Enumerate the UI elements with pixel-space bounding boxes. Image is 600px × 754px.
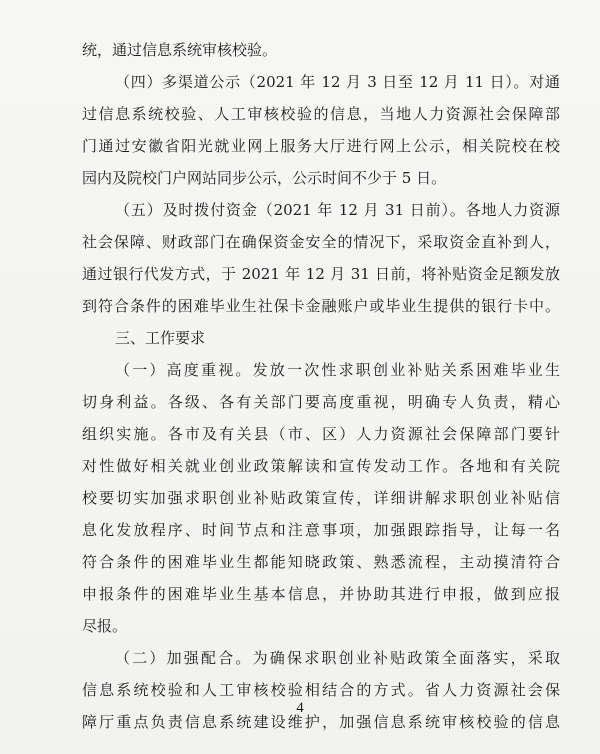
paragraph-line: 到符合条件的困难毕业生社保卡金融账户或毕业生提供的银行卡中。 bbox=[82, 297, 560, 315]
paragraph-line: （四）多渠道公示（2021 年 12 月 3 日至 12 月 11 日）。对通 bbox=[115, 73, 560, 91]
paragraph-line: 对性做好相关就业创业政策解读和宣传发动工作。各地和有关院 bbox=[82, 457, 560, 475]
paragraph-line: 切身利益。各级、各有关部门要高度重视，明确专人负责，精心 bbox=[82, 393, 560, 411]
paragraph-line: 息化发放程序、时间节点和注意事项，加强跟踪指导，让每一名 bbox=[82, 521, 560, 539]
paragraph-line: 信息系统校验和人工审核校验相结合的方式。省人力资源社会保 bbox=[82, 681, 560, 699]
paragraph-line: 申报条件的困难毕业生基本信息，并协助其进行申报，做到应报 bbox=[82, 585, 560, 603]
paragraph-line: 校要切实加强求职创业补贴政策宣传，详细讲解求职创业补贴信 bbox=[82, 489, 560, 507]
paragraph-line: 过信息系统校验、人工审核校验的信息，当地人力资源社会保障部 bbox=[82, 105, 560, 123]
paragraph-line: 社会保障、财政部门在确保资金安全的情况下，采取资金直补到人， bbox=[82, 233, 560, 251]
paragraph-line: 符合条件的困难毕业生都能知晓政策、熟悉流程，主动摸清符合 bbox=[82, 553, 560, 571]
paragraph-line: （一）高度重视。发放一次性求职创业补贴关系困难毕业生 bbox=[115, 361, 560, 379]
paragraph-line: 障厅重点负责信息系统建设维护，加强信息系统审核校验的信息 bbox=[82, 713, 560, 731]
paragraph-line: 统，通过信息系统审核校验。 bbox=[82, 41, 278, 59]
paragraph-line: （五）及时拨付资金（2021 年 12 月 31 日前）。各地人力资源 bbox=[115, 201, 560, 219]
paragraph-line: 园内及院校门户网站同步公示，公示时间不少于 5 日。 bbox=[82, 169, 447, 187]
document-body bbox=[82, 34, 560, 738]
paragraph-line: 通过银行代发方式，于 2021 年 12 月 31 日前，将补贴资金足额发放 bbox=[82, 265, 560, 283]
section-heading: 三、工作要求 bbox=[115, 329, 206, 347]
paragraph-line: 尽报。 bbox=[82, 617, 128, 635]
paragraph-line: （二）加强配合。为确保求职创业补贴政策全面落实，采取 bbox=[115, 649, 560, 667]
page-number: 4 bbox=[296, 700, 304, 716]
paragraph-line: 门通过安徽省阳光就业网上服务大厅进行网上公示，相关院校在校 bbox=[82, 137, 560, 155]
paragraph-line: 组织实施。各市及有关县（市、区）人力资源社会保障部门要针 bbox=[82, 425, 560, 443]
